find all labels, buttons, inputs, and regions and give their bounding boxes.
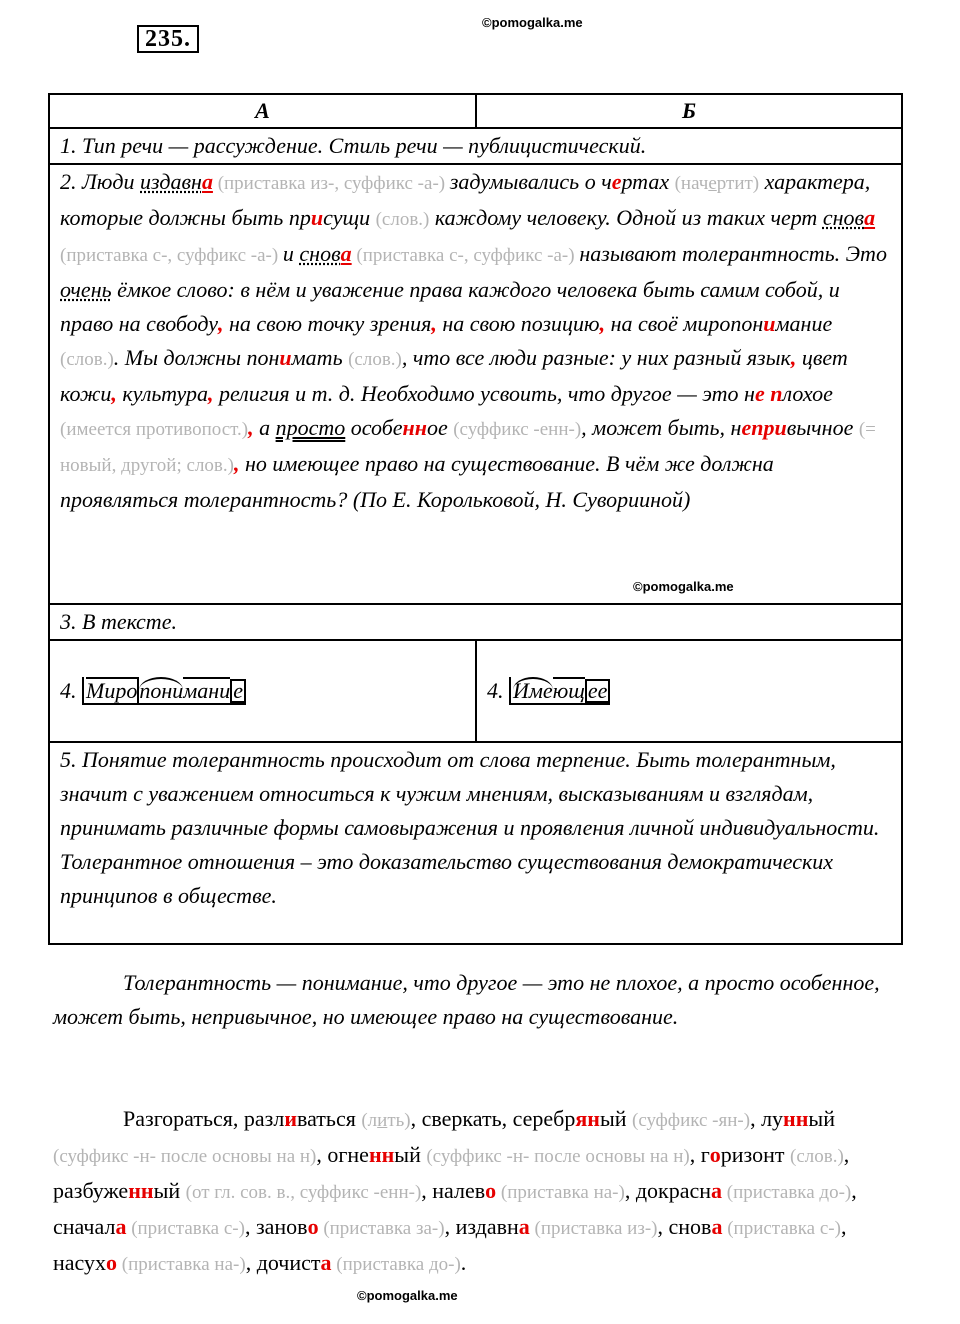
ending-box: е — [230, 679, 246, 703]
watermark-top: ©pomogalka.me — [482, 15, 583, 30]
word-list-paragraph: Разгораться, разливаться (лить), сверкать, серебряный (суффикс -ян-), лунный (суффикс -н- после основы на н), огненный (суффикс -н- после основы на н), горизонт (слов.), разбуженный (от гл. сов. в., суффикс -енн-), налево (приставка на-), докрасна (приставка до-), сначала (приставка с-), заново (приставка за-), издавна (приставка из-), снова (приставка с-), насухо (приставка на-), дочиста (приставка до-). — [53, 1106, 857, 1275]
row-4-b: 4. Имеющ ее — [476, 640, 902, 742]
answer-table — [48, 93, 903, 945]
suffix-part-b: ющ — [552, 678, 585, 703]
row-1: 1. Тип речи — рассуждение. Стиль речи — публицистический. — [49, 128, 902, 164]
row-5: 5. Понятие толерантность происходит от слова терпение. Быть толерантным, значит с уважением относиться к чужим мнениям, высказываниям и взглядам, принимать различные формы самовыражения и проявления личной индивидуальности. Толерантное отношения – это доказательство существования демократических принципов в обществе. — [49, 742, 902, 944]
suffix-part: ма — [183, 678, 209, 703]
ending-box-b: ее — [585, 679, 611, 703]
watermark-middle: ©pomogalka.me — [633, 579, 734, 594]
morpheme-word-a — [82, 677, 246, 705]
prefix-part: Миро — [86, 678, 138, 703]
column-b-header: Б — [476, 94, 902, 128]
watermark-bottom: ©pomogalka.me — [357, 1288, 458, 1303]
root-part: пони — [139, 678, 184, 703]
morpheme-word-b — [509, 677, 610, 705]
column-a-header: А — [49, 94, 476, 128]
suffix-part-2: ни — [208, 678, 231, 703]
row-3: 3. В тексте. — [49, 604, 902, 640]
row-2 — [49, 164, 902, 604]
root-part-b: Име — [513, 678, 553, 703]
row-2-text: 2. Люди издавна (приставка из-, суффикс -а-) задумывались о чертах (начертит) характера, которые должны быть присущи (слов.) каждому человеку. Одной из таких черт снова (приставка с-, суффикс -а-) и снова (приставка с-, суффикс -а-) называют толерантность. Это очень ёмкое слово: в нём и уважение права каждого человека быть самим собой, и право на свободу, на свою точку зрения, на свою позицию, на своё миропонимание (слов.). Мы должны понимать (слов.), что все люди разные: у них разный язык, цвет кожи, культура, религия и т. д. Необходимо усвоить, что другое — это не плохое (имеется противопост.), а просто особенное (суффикс -енн-), может быть, непривычное (= новый, другой; слов.), но имеющее право на существование. В чём же должна проявляться толерантность? (По Е. Корольковой, Н. Суворииной) — [60, 169, 887, 512]
row-4-a: 4. Миропонимани е — [49, 640, 476, 742]
exercise-number: 235. — [137, 25, 199, 53]
summary-paragraph: Толерантность — понимание, что другое — это не плохое, а просто особенное, может быть, непривычное, но имеющее право на существование. — [53, 970, 880, 1029]
